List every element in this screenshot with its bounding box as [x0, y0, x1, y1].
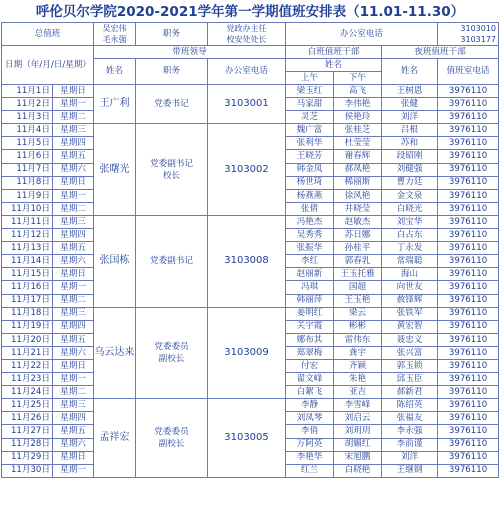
pm-cadre-cell: 梁云 [334, 307, 382, 320]
table-row [2, 85, 499, 98]
am-cadre-cell: 梁玉红 [286, 85, 334, 98]
duty-phone-cell: 3976110 [438, 150, 499, 163]
date-cell: 11月16日 [2, 281, 53, 294]
night-cadre-cell: 海山 [382, 268, 438, 281]
night-cadre-cell: 常瑞聪 [382, 255, 438, 268]
leader-phone-cell: 3103002 [208, 124, 286, 216]
date-cell: 11月19日 [2, 320, 53, 333]
date-cell: 11月6日 [2, 150, 53, 163]
night-cadre-cell: 苏和 [382, 137, 438, 150]
am-cadre-cell: 魏广富 [286, 124, 334, 137]
pm-cadre-cell: 徐风艳 [334, 189, 382, 202]
am-cadre-cell: 马家甜 [286, 98, 334, 111]
weekday-cell: 星期五 [53, 242, 94, 255]
date-cell: 11月11日 [2, 215, 53, 228]
night-cadre-cell: 聂忠义 [382, 333, 438, 346]
date-cell: 11月10日 [2, 202, 53, 215]
night-cadre-cell: 李永强 [382, 425, 438, 438]
date-cell: 11月12日 [2, 229, 53, 242]
am-cadre-cell: 王晓芳 [286, 150, 334, 163]
general-duty-label: 总值班 [2, 23, 94, 46]
duty-phone-cell: 3976110 [438, 111, 499, 124]
weekday-cell: 星期六 [53, 163, 94, 176]
date-cell: 11月15日 [2, 268, 53, 281]
night-cadre-cell: 刘洋 [382, 111, 438, 124]
leader-position-cell [136, 124, 208, 216]
night-cadre-cell: 刘宝华 [382, 215, 438, 228]
date-cell: 11月20日 [2, 333, 53, 346]
am-cadre-cell: 姜明红 [286, 307, 334, 320]
duty-phone-cell: 3976110 [438, 373, 499, 386]
general-duty-names [94, 23, 136, 46]
am-cadre-cell: 韩丽萍 [286, 294, 334, 307]
am-cadre-cell: 冯艳杰 [286, 215, 334, 228]
pm-cadre-cell: 龚宇 [334, 346, 382, 359]
weekday-cell: 星期一 [53, 373, 94, 386]
duty-phone-cell: 3976110 [438, 281, 499, 294]
leader-position-line: 副校长 [158, 353, 185, 364]
date-cell: 11月2日 [2, 98, 53, 111]
date-cell: 11月26日 [2, 412, 53, 425]
pm-cadre-cell: 高飞 [334, 85, 382, 98]
weekday-cell: 星期五 [53, 425, 94, 438]
duty-phone-cell: 3976110 [438, 399, 499, 412]
duty-phone-cell: 3976110 [438, 268, 499, 281]
date-cell: 11月23日 [2, 373, 53, 386]
pm-cadre-cell: 胡媚红 [334, 438, 382, 451]
leader-position-cell [136, 85, 208, 124]
night-cadre-cell: 黄宏智 [382, 320, 438, 333]
leader-position-line: 党委书记 [154, 99, 189, 110]
night-cadre-cell: 张福友 [382, 412, 438, 425]
duty-phone-cell: 3976110 [438, 215, 499, 228]
table-row [2, 399, 499, 412]
date-cell: 11月25日 [2, 399, 53, 412]
duty-phone-cell: 3976110 [438, 189, 499, 202]
office-phone-numbers [438, 23, 499, 46]
am-cadre-cell: 张振华 [286, 242, 334, 255]
date-cell: 11月21日 [2, 346, 53, 359]
am-cadre-cell: 关宇霞 [286, 320, 334, 333]
duty-phone-cell: 3976110 [438, 98, 499, 111]
weekday-cell: 星期日 [53, 176, 94, 189]
date-cell: 11月4日 [2, 124, 53, 137]
night-cadre-cell: 李前谨 [382, 438, 438, 451]
duty-phone-cell: 3976110 [438, 229, 499, 242]
office-phone-number-2: 3103177 [460, 35, 497, 44]
am-cadre-cell: 张利华 [286, 137, 334, 150]
pm-cadre-cell: 侯艳玲 [334, 111, 382, 124]
header-row-sections [2, 46, 499, 59]
leader-phone-cell: 3103009 [208, 307, 286, 399]
am-cadre-cell: 万阿英 [286, 438, 334, 451]
date-cell: 11月24日 [2, 386, 53, 399]
weekday-cell: 星期二 [53, 111, 94, 124]
weekday-cell: 星期三 [53, 215, 94, 228]
night-cadre-cell: 郝新君 [382, 386, 438, 399]
weekday-cell: 星期一 [53, 281, 94, 294]
duty-phone-cell: 3976110 [438, 451, 499, 464]
am-cadre-cell: 李艳华 [286, 451, 334, 464]
night-cadre-cell: 张健 [382, 98, 438, 111]
date-cell: 11月18日 [2, 307, 53, 320]
weekday-cell: 星期一 [53, 189, 94, 202]
pm-cadre-cell: 朱艳 [334, 373, 382, 386]
am-cadre-cell: 娜布其 [286, 333, 334, 346]
pm-cadre-cell: 孙桂平 [334, 242, 382, 255]
am-cadre-cell: 付宏 [286, 359, 334, 372]
header-row-general [2, 23, 499, 46]
date-cell: 11月8日 [2, 176, 53, 189]
date-cell: 11月30日 [2, 464, 53, 477]
leader-name-label: 姓名 [94, 59, 136, 85]
duty-phone-cell: 3976110 [438, 202, 499, 215]
pm-cadre-cell: 郝凤艳 [334, 163, 382, 176]
date-cell: 11月27日 [2, 425, 53, 438]
office-phone-label: 办公室电话 [286, 23, 438, 46]
pm-cadre-cell: 刘启云 [334, 412, 382, 425]
weekday-cell: 星期一 [53, 464, 94, 477]
am-cadre-cell: 灵芝 [286, 111, 334, 124]
night-cadre-cell: 丁永发 [382, 242, 438, 255]
duty-phone-cell: 3976110 [438, 242, 499, 255]
pm-cadre-cell: 张桂芝 [334, 124, 382, 137]
pm-cadre-cell: 雷伟东 [334, 333, 382, 346]
duty-phone-cell: 3976110 [438, 346, 499, 359]
morning-label: 上午 [286, 72, 334, 85]
leader-name-cell: 王广利 [94, 85, 136, 124]
am-cadre-cell: 刘凤琴 [286, 412, 334, 425]
pm-cadre-cell: 齐颖 [334, 359, 382, 372]
weekday-cell: 星期二 [53, 386, 94, 399]
night-cadre-cell: 郭玉锁 [382, 359, 438, 372]
night-name-label: 姓名 [382, 59, 438, 85]
table-row [2, 215, 499, 228]
duty-phone-cell: 3976110 [438, 307, 499, 320]
duty-phone-cell: 3976110 [438, 176, 499, 189]
date-cell: 11月22日 [2, 359, 53, 372]
am-cadre-cell: 吴秀秀 [286, 229, 334, 242]
position-label: 职务 [136, 23, 208, 46]
duty-phone-cell: 3976110 [438, 320, 499, 333]
pm-cadre-cell: 国超 [334, 281, 382, 294]
day-lead-label: 带班领导 [94, 46, 286, 59]
night-cadre-cell: 段昭刚 [382, 150, 438, 163]
weekday-cell: 星期六 [53, 255, 94, 268]
duty-phone-cell: 3976110 [438, 359, 499, 372]
am-cadre-cell: 杨燕燕 [286, 189, 334, 202]
leader-phone-cell: 3103005 [208, 399, 286, 478]
night-cadre-cell: 刘健强 [382, 163, 438, 176]
weekday-cell: 星期五 [53, 333, 94, 346]
weekday-cell: 星期四 [53, 412, 94, 425]
date-cell: 11月1日 [2, 85, 53, 98]
leader-position-line: 副校长 [158, 439, 185, 450]
night-cadre-cell: 邱玉臣 [382, 373, 438, 386]
pm-cadre-cell: 李伟艳 [334, 98, 382, 111]
night-cadre-label: 夜班值班干部 [382, 46, 499, 59]
duty-schedule-table [1, 22, 499, 478]
page-title: 呼伦贝尔学院2020-2021学年第一学期值班安排表（11.01-11.30） [35, 4, 465, 20]
night-cadre-cell: 王继钢 [382, 464, 438, 477]
night-cadre-cell: 张兴富 [382, 346, 438, 359]
pm-cadre-cell: 谢春辉 [334, 150, 382, 163]
duty-phone-cell: 3976110 [438, 386, 499, 399]
duty-phone-cell: 3976110 [438, 294, 499, 307]
day-cadre-label: 白班值班干部 [286, 46, 382, 59]
date-cell: 11月28日 [2, 438, 53, 451]
night-cadre-cell: 白晓光 [382, 202, 438, 215]
pm-cadre-cell: 郭春乳 [334, 255, 382, 268]
duty-phone-cell: 3976110 [438, 163, 499, 176]
table-row [2, 124, 499, 137]
weekday-cell: 星期日 [53, 359, 94, 372]
am-cadre-cell: 韩金凤 [286, 163, 334, 176]
duty-phone-cell: 3976110 [438, 464, 499, 477]
pm-cadre-cell: 苏日娜 [334, 229, 382, 242]
night-cadre-cell: 向世友 [382, 281, 438, 294]
weekday-cell: 星期三 [53, 307, 94, 320]
day-name-label: 姓名 [286, 59, 382, 72]
am-cadre-cell: 冯琪 [286, 281, 334, 294]
leader-position-line: 党委委员 [154, 341, 189, 352]
am-cadre-cell: 翟文峰 [286, 373, 334, 386]
pm-cadre-cell: 李雪峰 [334, 399, 382, 412]
night-cadre-cell: 刘洋 [382, 451, 438, 464]
party-office-label [208, 23, 286, 46]
pm-cadre-cell: 宋旭鹏 [334, 451, 382, 464]
duty-phone-cell: 3976110 [438, 425, 499, 438]
leader-phone-cell: 3103008 [208, 215, 286, 307]
weekday-cell: 星期日 [53, 451, 94, 464]
weekday-cell: 星期四 [53, 137, 94, 150]
am-cadre-cell: 红兰 [286, 464, 334, 477]
date-cell: 11月7日 [2, 163, 53, 176]
pm-cadre-cell: 彬彬 [334, 320, 382, 333]
night-cadre-cell: 张铁军 [382, 307, 438, 320]
pm-cadre-cell: 杜莹莹 [334, 137, 382, 150]
leader-name-cell: 张国栋 [94, 215, 136, 307]
am-cadre-cell: 郑翠梅 [286, 346, 334, 359]
afternoon-label: 下午 [334, 72, 382, 85]
duty-phone-cell: 3976110 [438, 137, 499, 150]
duty-phone-cell: 3976110 [438, 124, 499, 137]
party-office-label-1: 党政办主任 [226, 24, 267, 33]
weekday-cell: 星期五 [53, 150, 94, 163]
leader-position-cell [136, 307, 208, 399]
night-cadre-cell: 赦锋辉 [382, 294, 438, 307]
pm-cadre-cell: 井晓莹 [334, 202, 382, 215]
pm-cadre-cell: 王玉托雅 [334, 268, 382, 281]
leader-phone-cell: 3103001 [208, 85, 286, 124]
date-cell: 11月29日 [2, 451, 53, 464]
party-office-label-2: 校安处处长 [226, 35, 267, 44]
leader-position-line: 党委副书记 [150, 256, 193, 267]
date-cell: 11月13日 [2, 242, 53, 255]
leader-name-cell: 孟祥宏 [94, 399, 136, 478]
weekday-cell: 星期三 [53, 124, 94, 137]
night-cadre-cell: 白占东 [382, 229, 438, 242]
weekday-cell: 星期一 [53, 98, 94, 111]
am-cadre-cell: 赵丽新 [286, 268, 334, 281]
weekday-cell: 星期日 [53, 85, 94, 98]
weekday-cell: 星期二 [53, 294, 94, 307]
weekday-cell: 星期六 [53, 438, 94, 451]
leader-position-line: 党委委员 [154, 427, 189, 438]
duty-phone-cell: 3976110 [438, 255, 499, 268]
am-cadre-cell: 李俏 [286, 425, 334, 438]
duty-phone-cell: 3976110 [438, 438, 499, 451]
leader-position-line: 校长 [162, 170, 181, 181]
am-cadre-cell: 白絮飞 [286, 386, 334, 399]
am-cadre-cell: 杨世琦 [286, 176, 334, 189]
am-cadre-cell: 张倩 [286, 202, 334, 215]
date-cell: 11月14日 [2, 255, 53, 268]
night-cadre-cell: 金文泉 [382, 189, 438, 202]
duty-rows [2, 85, 499, 478]
date-label: 日期（年/月/日/星期） [2, 46, 94, 85]
pm-cadre-cell: 亚吉 [334, 386, 382, 399]
weekday-cell: 星期六 [53, 346, 94, 359]
date-cell: 11月17日 [2, 294, 53, 307]
leader-position-line: 党委副书记 [150, 158, 193, 169]
am-cadre-cell: 李静 [286, 399, 334, 412]
leader-name-cell: 张曙光 [94, 124, 136, 216]
night-cadre-cell: 王树恩 [382, 85, 438, 98]
weekday-cell: 星期四 [53, 320, 94, 333]
night-cadre-cell: 陈绍英 [382, 399, 438, 412]
duty-phone-cell: 3976110 [438, 85, 499, 98]
weekday-cell: 星期二 [53, 202, 94, 215]
date-cell: 11月9日 [2, 189, 53, 202]
leader-position-label: 职务 [136, 59, 208, 85]
general-duty-name-2: 毛永强 [102, 35, 127, 44]
pm-cadre-cell: 赵敏杰 [334, 215, 382, 228]
weekday-cell: 星期三 [53, 399, 94, 412]
duty-phone-cell: 3976110 [438, 412, 499, 425]
duty-phone-label: 值班室电话 [438, 59, 499, 85]
pm-cadre-cell: 刘玥玥 [334, 425, 382, 438]
am-cadre-cell: 李红 [286, 255, 334, 268]
leader-name-cell: 乌云达来 [94, 307, 136, 399]
weekday-cell: 星期四 [53, 229, 94, 242]
date-cell: 11月3日 [2, 111, 53, 124]
general-duty-name-1: 吴宏伟 [102, 24, 127, 33]
table-row [2, 307, 499, 320]
leader-position-cell [136, 215, 208, 307]
duty-phone-cell: 3976110 [438, 333, 499, 346]
pm-cadre-cell: 稀丽斯 [334, 176, 382, 189]
pm-cadre-cell: 白晓艳 [334, 464, 382, 477]
leader-phone-label: 办公室电话 [208, 59, 286, 85]
date-cell: 11月5日 [2, 137, 53, 150]
office-phone-number-1: 3103010 [460, 24, 497, 33]
weekday-cell: 星期日 [53, 268, 94, 281]
leader-position-cell [136, 399, 208, 478]
night-cadre-cell: 曹力廷 [382, 176, 438, 189]
night-cadre-cell: 吕根 [382, 124, 438, 137]
pm-cadre-cell: 王玉艳 [334, 294, 382, 307]
